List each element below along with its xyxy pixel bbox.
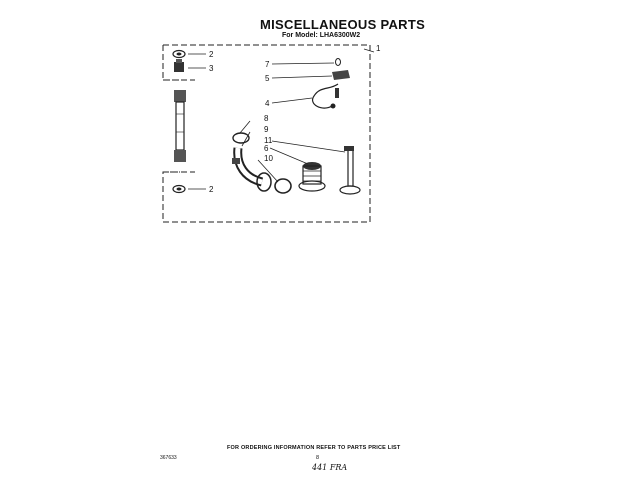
callout-2-bottom: 2 [209, 185, 214, 194]
coupling-part-10 [299, 162, 325, 191]
page-number: 8 [316, 455, 320, 461]
hose [174, 90, 186, 162]
stand-part-11 [340, 146, 360, 194]
callout-10: 10 [264, 154, 273, 163]
wire-part-4 [313, 84, 339, 109]
fitting-part-3 [174, 59, 184, 72]
model-label: For Model: LHA6300W2 [282, 32, 361, 39]
callout-7: 7 [265, 60, 270, 69]
callout-9: 9 [264, 125, 269, 134]
clip-part-7 [336, 59, 341, 66]
callout-2-top: 2 [209, 50, 214, 59]
callout-11: 11 [264, 136, 273, 145]
callout-3: 3 [209, 64, 214, 73]
handwritten-note: 441 FRA [312, 463, 348, 472]
callout-8: 8 [264, 114, 269, 123]
washer-part-2-bottom [173, 186, 185, 193]
ordering-footer: FOR ORDERING INFORMATION REFER TO PARTS PRICE LIST [227, 445, 401, 451]
callout-5: 5 [265, 74, 270, 83]
page-title: MISCELLANEOUS PARTS [260, 17, 426, 32]
washer-part-2-top [173, 51, 185, 58]
document-number: 367633 [160, 455, 177, 461]
bracket-part-5 [332, 70, 350, 80]
callout-4: 4 [265, 99, 270, 108]
callout-1: 1 [376, 44, 381, 53]
callout-6: 6 [264, 144, 269, 153]
